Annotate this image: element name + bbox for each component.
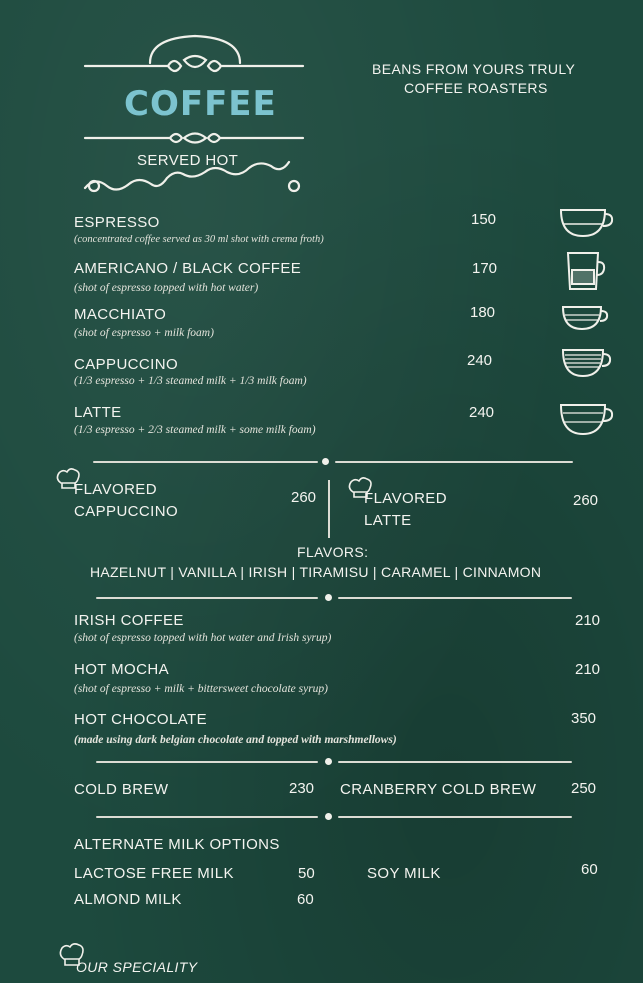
cold-brew-name: COLD BREW [74, 781, 169, 798]
section-divider [338, 597, 572, 599]
menu-item-price: 240 [469, 404, 495, 421]
menu-item-price: 150 [471, 211, 497, 228]
menu-item-name: HOT CHOCOLATE [74, 711, 207, 728]
section-divider [96, 816, 318, 818]
menu-item-name: HOT MOCHA [74, 661, 169, 678]
espresso-cup-icon [558, 204, 614, 240]
soy-milk-name: SOY MILK [367, 865, 441, 882]
section-divider [96, 597, 318, 599]
menu-item-desc: (shot of espresso + milk + bittersweet chocolate syrup) [74, 683, 328, 695]
menu-item-price: 350 [571, 710, 597, 727]
menu-item-price: 240 [467, 352, 493, 369]
cranberry-cold-brew-price: 250 [571, 780, 597, 797]
section-divider [93, 461, 318, 463]
flavored-cappuccino-line-2: CAPPUCCINO [74, 503, 179, 520]
small-cup-icon [560, 303, 610, 333]
menu-item-name: CAPPUCCINO [74, 356, 179, 373]
menu-item-name: ESPRESSO [74, 214, 160, 231]
menu-item-desc: (concentrated coffee served as 30 ml shot with crema froth) [74, 234, 324, 245]
menu-item-desc: (shot of espresso + milk foam) [74, 327, 214, 339]
menu-item-price: 180 [470, 304, 496, 321]
menu-item-desc: (1/3 espresso + 2/3 steamed milk + some milk foam) [74, 424, 316, 436]
tagline-line-2: COFFEE ROASTERS [404, 80, 548, 96]
section-divider [335, 461, 573, 463]
menu-item-name: AMERICANO / BLACK COFFEE [74, 260, 302, 277]
cold-brew-price: 230 [289, 780, 315, 797]
lactose-free-milk-price: 50 [298, 865, 315, 882]
flavored-cappuccino-line-1: FLAVORED [74, 481, 157, 498]
tagline-line-1: BEANS FROM YOURS TRULY [372, 61, 576, 77]
almond-milk-price: 60 [297, 891, 314, 908]
divider-dot [325, 594, 332, 601]
flavors-list: HAZELNUT | VANILLA | IRISH | TIRAMISU | CARAMEL | CINNAMON [90, 564, 542, 580]
menu-item-name: MACCHIATO [74, 306, 167, 323]
flavored-latte-line-2: LATTE [364, 512, 412, 529]
cappuccino-cup-icon [560, 346, 612, 380]
divider-dot [322, 458, 329, 465]
our-speciality-label: OUR SPECIALITY [76, 959, 198, 975]
menu-item-desc: (made using dark belgian chocolate and topped with marshmellows) [74, 734, 397, 746]
menu-item-name: IRISH COFFEE [74, 612, 184, 629]
divider-dot [325, 813, 332, 820]
glass-cup-icon [565, 250, 607, 292]
cranberry-cold-brew-name: CRANBERRY COLD BREW [340, 781, 537, 798]
soy-milk-price: 60 [581, 861, 598, 878]
vertical-divider [328, 480, 330, 538]
menu-item-price: 210 [575, 612, 601, 629]
lactose-free-milk-name: LACTOSE FREE MILK [74, 865, 234, 882]
almond-milk-name: ALMOND MILK [74, 891, 182, 908]
page-title: COFFEE [124, 84, 277, 124]
page-subtitle: SERVED HOT [137, 152, 239, 169]
menu-item-desc: (shot of espresso topped with hot water) [74, 282, 259, 294]
flavored-latte-price: 260 [573, 492, 599, 509]
flavored-cappuccino-price: 260 [291, 489, 317, 506]
section-divider [338, 761, 572, 763]
menu-item-name: LATTE [74, 404, 122, 421]
latte-cup-icon [558, 400, 614, 438]
menu-item-price: 170 [472, 260, 498, 277]
menu-item-desc: (1/3 espresso + 1/3 steamed milk + 1/3 milk foam) [74, 375, 307, 387]
menu-item-price: 210 [575, 661, 601, 678]
section-divider [96, 761, 318, 763]
flavors-label: FLAVORS: [297, 544, 369, 560]
section-divider [338, 816, 572, 818]
flavored-latte-line-1: FLAVORED [364, 490, 447, 507]
menu-item-desc: (shot of espresso topped with hot water and Irish syrup) [74, 632, 332, 644]
divider-dot [325, 758, 332, 765]
milk-options-heading: ALTERNATE MILK OPTIONS [74, 836, 280, 853]
